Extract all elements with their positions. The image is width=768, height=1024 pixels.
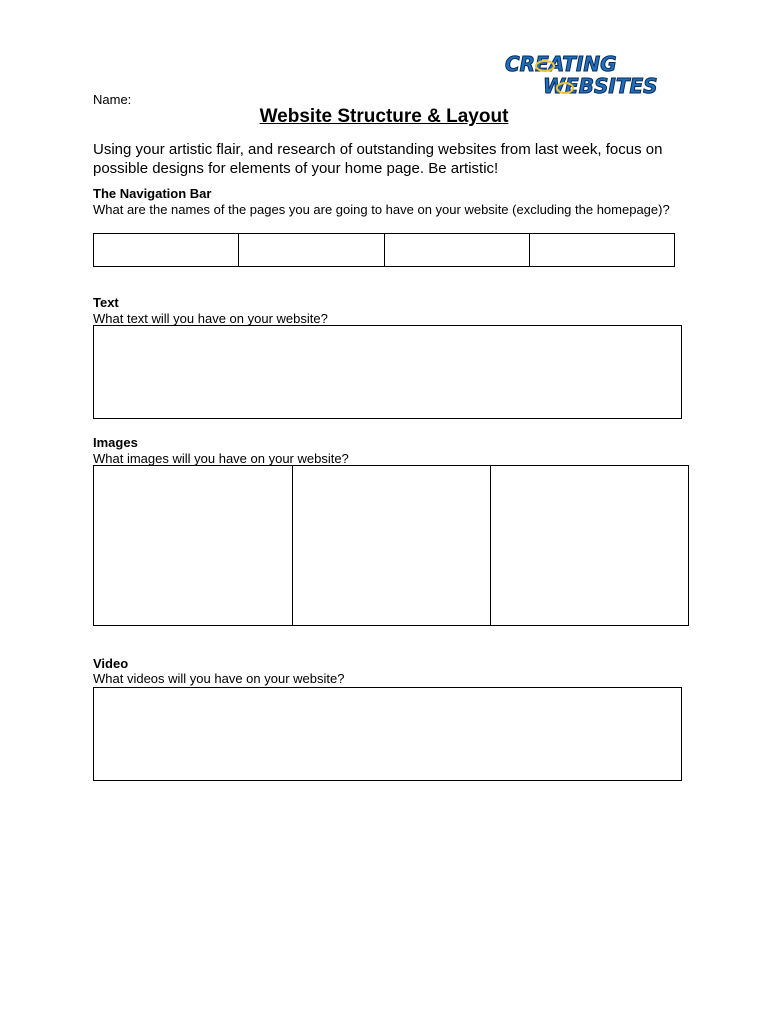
text-answer-box[interactable] — [93, 325, 682, 419]
intro-paragraph: Using your artistic flair, and research of outstanding websites from last week, focus on possible designs for elements of your home page. Be artistic! — [93, 141, 663, 177]
name-label: Name: — [93, 92, 132, 107]
images-table — [93, 465, 689, 626]
text-section-title: Text — [93, 295, 119, 310]
image-cell[interactable] — [491, 466, 688, 625]
page-title: Website Structure & Layout — [259, 106, 509, 127]
nav-section-prompt: What are the names of the pages you are going to have on your website (excluding the homepage)? — [93, 202, 670, 217]
image-cell[interactable] — [94, 466, 293, 625]
nav-page-cell[interactable] — [239, 234, 385, 266]
nav-page-cell[interactable] — [94, 234, 239, 266]
nav-page-cell[interactable] — [530, 234, 674, 266]
video-section-title: Video — [93, 656, 129, 671]
video-answer-box[interactable] — [93, 687, 682, 781]
images-section-prompt: What images will you have on your website? — [93, 451, 349, 466]
logo-line1: CREATING — [505, 52, 617, 76]
logo-line2: WEBSITES — [543, 74, 658, 98]
nav-section-title: The Navigation Bar — [93, 186, 212, 201]
images-section-title: Images — [93, 435, 138, 450]
nav-pages-table — [93, 233, 675, 267]
nav-page-cell[interactable] — [385, 234, 530, 266]
creating-websites-logo — [503, 50, 663, 98]
video-section-prompt: What videos will you have on your website? — [93, 671, 345, 686]
image-cell[interactable] — [293, 466, 491, 625]
text-section-prompt: What text will you have on your website? — [93, 311, 328, 326]
